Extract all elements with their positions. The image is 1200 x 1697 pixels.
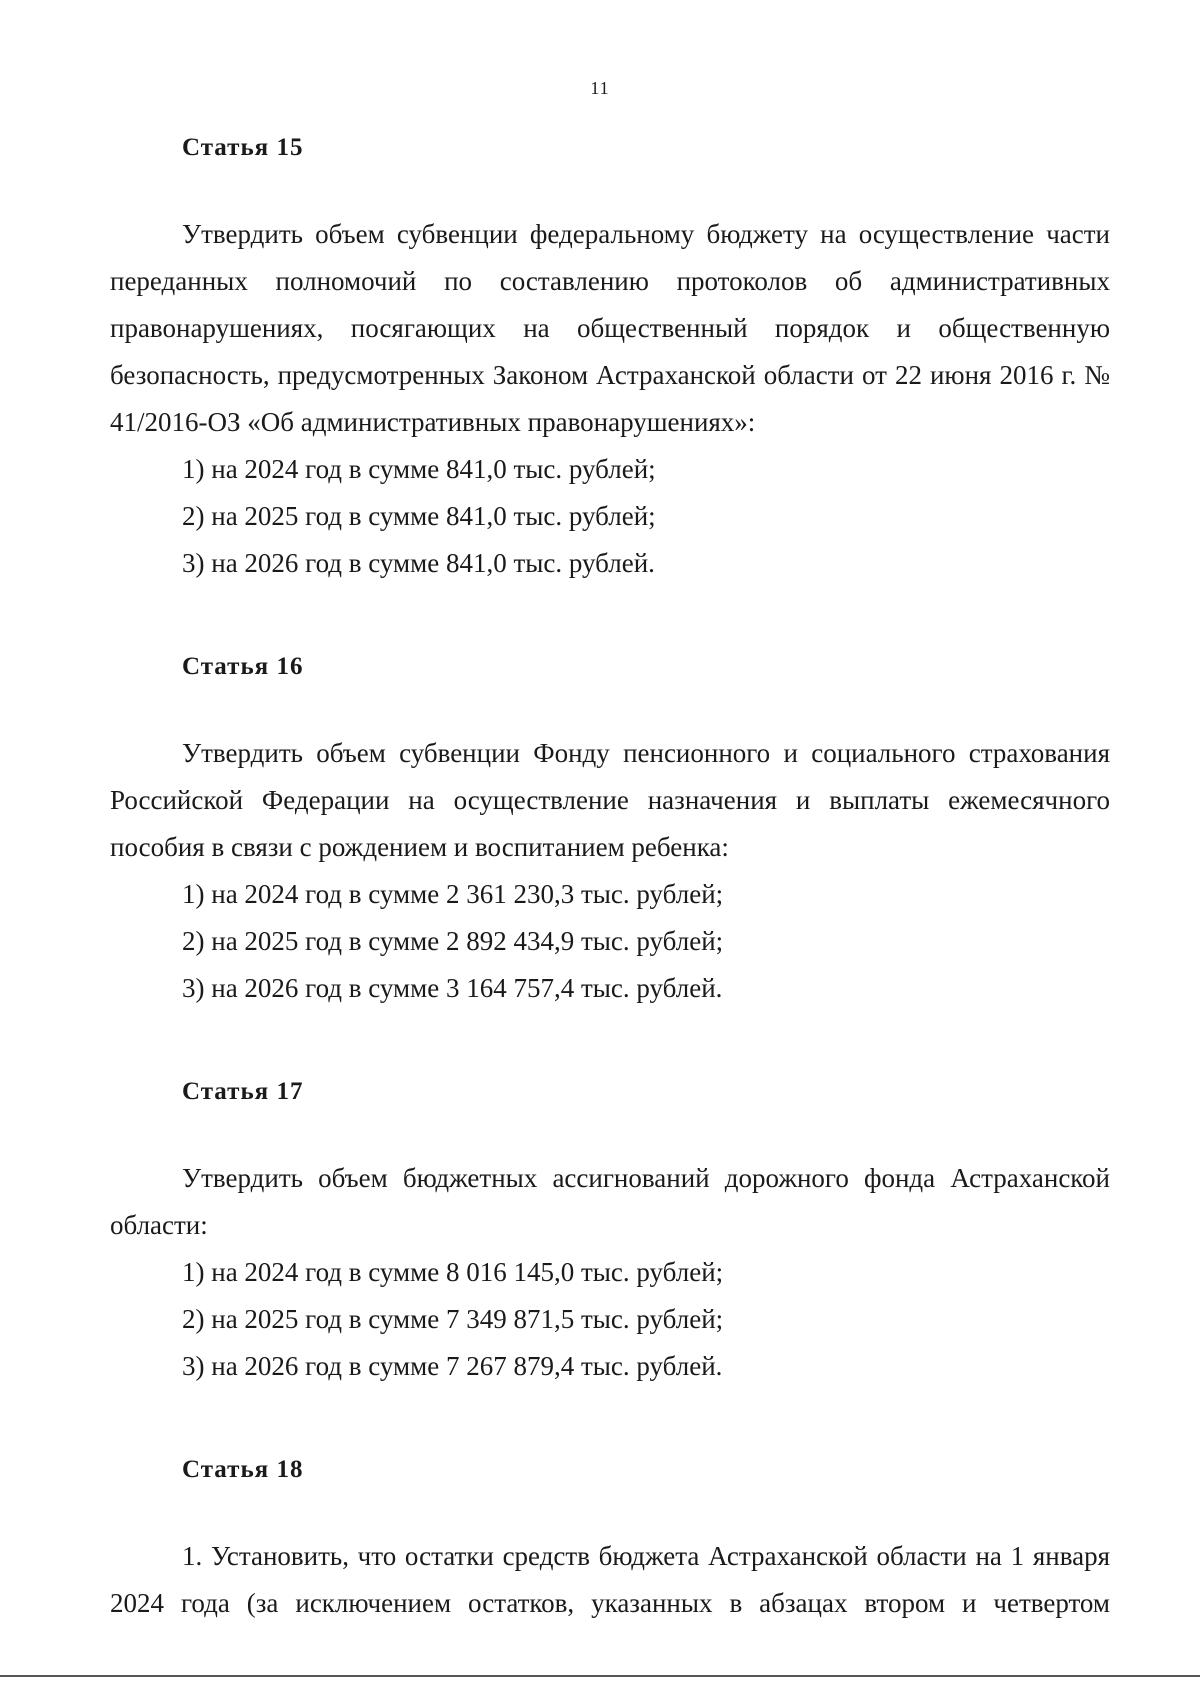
document-body: [110, 124, 1110, 1627]
list-item: 1) на 2024 год в сумме 2 361 230,3 тыс. рублей;: [182, 879, 724, 909]
article-18: [110, 1446, 1110, 1627]
article-17: [110, 1068, 1110, 1390]
list-item: 2) на 2025 год в сумме 841,0 тыс. рублей;: [182, 501, 656, 531]
list-item: 1) на 2024 год в сумме 841,0 тыс. рублей;: [182, 454, 656, 484]
article-16: [110, 643, 1110, 1012]
list-item: 1) на 2024 год в сумме 8 016 145,0 тыс. рублей;: [182, 1257, 724, 1287]
article-text: Утвердить объем бюджетных ассигнований дорожного фонда Астраханской области:: [110, 1163, 1110, 1240]
article-title: Статья 18: [182, 1456, 304, 1483]
article-text: Утвердить объем субвенции Фонду пенсионного и социального страхования Российской Федерации на осуществление назначения и выплаты ежемесячного пособия в связи с рождением и воспитанием ребенка:: [110, 738, 1110, 862]
list-item: 2) на 2025 год в сумме 7 349 871,5 тыс. рублей;: [182, 1304, 724, 1334]
page-number: 11: [590, 78, 610, 98]
article-title: Статья 15: [182, 134, 304, 161]
bottom-edge-line: [0, 1675, 1200, 1677]
article-title: Статья 17: [182, 1078, 304, 1105]
list-item: 3) на 2026 год в сумме 3 164 757,4 тыс. рублей.: [182, 973, 723, 1003]
spacer: [110, 587, 1110, 643]
list-item: 2) на 2025 год в сумме 2 892 434,9 тыс. рублей;: [182, 926, 724, 956]
article-text: Утвердить объем субвенции федеральному бюджету на осуществление части переданных полномочий по составлению протоколов об административных правонарушениях, посягающих на общественный порядок и общественную безопасность, предусмотренных Законом Астраханской области от 22 июня 2016 г. № 41/2016-ОЗ «Об административных правонарушениях»:: [110, 219, 1110, 437]
article-15: [110, 124, 1110, 587]
article-text: 1. Установить, что остатки средств бюджета Астраханской области на 1 января 2024 года (за исключением остатков, указанных в абзацах втором и четвертом: [110, 1541, 1110, 1618]
spacer: [110, 1390, 1110, 1446]
spacer: [110, 1012, 1110, 1068]
article-title: Статья 16: [182, 653, 304, 680]
list-item: 3) на 2026 год в сумме 841,0 тыс. рублей.: [182, 548, 655, 578]
list-item: 3) на 2026 год в сумме 7 267 879,4 тыс. рублей.: [182, 1351, 723, 1381]
